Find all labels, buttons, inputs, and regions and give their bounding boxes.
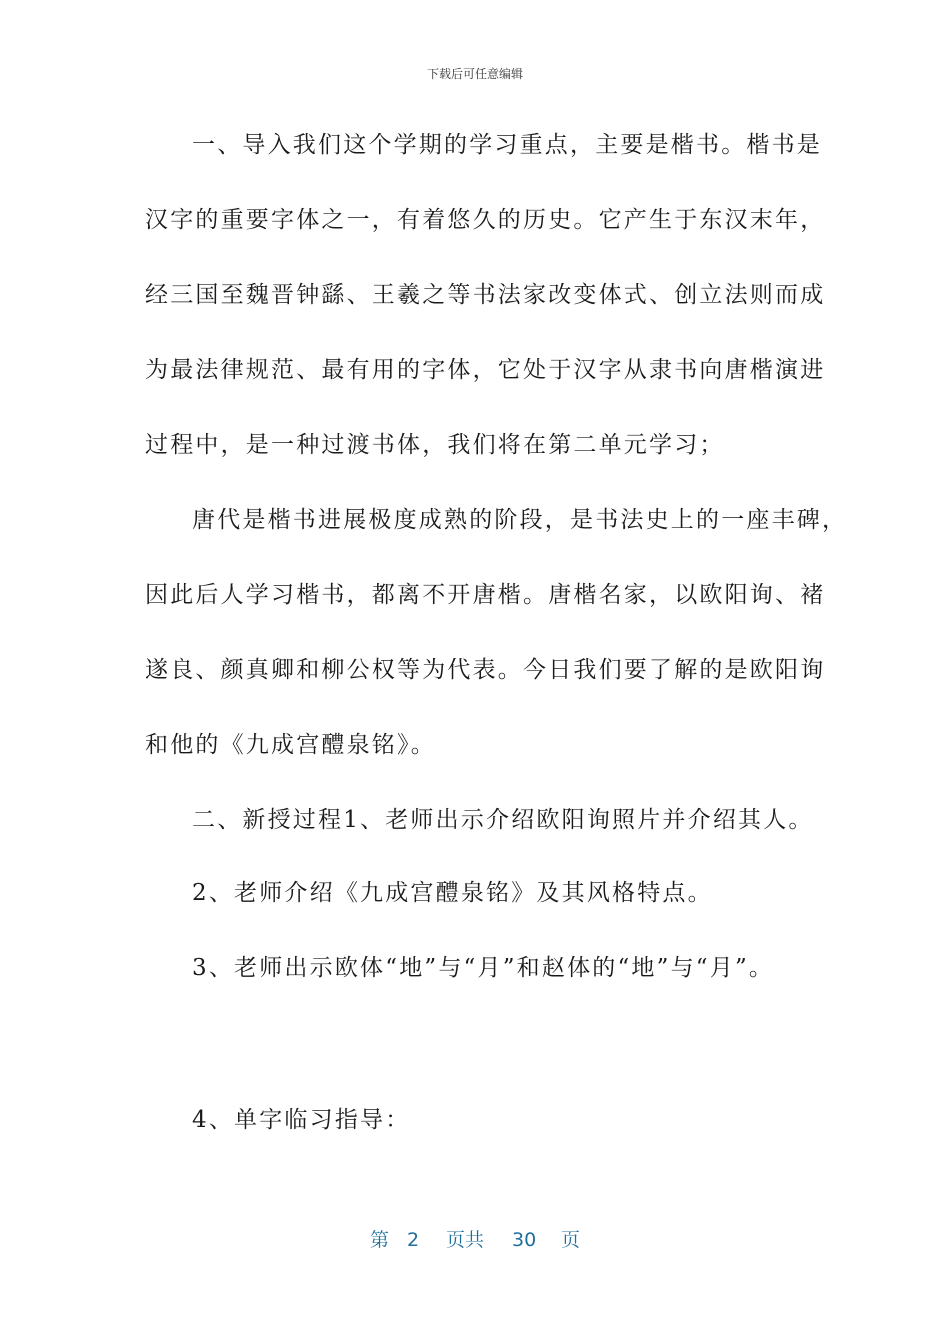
total-pages-number: 30 [512,1229,537,1251]
paragraph-1-line-5: 过程中，是一种过渡书体，我们将在第二单元学习； [145,432,725,458]
section-2-heading: 二、新授过程1、老师出示介绍欧阳询照片并介绍其人。 [192,807,814,833]
paragraph-1-line-3: 经三国至魏晋钟繇、王羲之等书法家改变体式、创立法则而成 [145,282,826,308]
paragraph-2-line-3: 遂良、颜真卿和柳公权等为代表。今日我们要了解的是欧阳询 [145,657,826,683]
paragraph-2-line-1: 唐代是楷书进展极度成熟的阶段，是书法史上的一座丰碑， [192,507,848,533]
current-page-number: 2 [407,1229,420,1251]
page-suffix: 页 [561,1229,581,1251]
total-label: 页共 [446,1229,485,1251]
step-4: 4、单字临习指导： [192,1107,411,1133]
paragraph-2-line-4: 和他的《九成宫醴泉铭》。 [145,732,436,758]
paragraph-1-line-2: 汉字的重要字体之一，有着悠久的历史。它产生于东汉末年， [145,207,826,233]
page-label: 第 [370,1229,390,1251]
step-2: 2、老师介绍《九成宫醴泉铭》及其风格特点。 [192,880,713,906]
paragraph-2-line-2: 因此后人学习楷书，都离不开唐楷。唐楷名家，以欧阳询、褚 [145,582,826,608]
page-header-note: 下载后可任意编辑 [426,67,523,81]
paragraph-1-line-1: 一、导入我们这个学期的学习重点，主要是楷书。楷书是 [192,132,822,158]
step-3: 3、老师出示欧体“地”与“月”和赵体的“地”与“月”。 [192,955,775,981]
paragraph-1-line-4: 为最法律规范、最有用的字体，它处于汉字从隶书向唐楷演进 [145,357,826,383]
